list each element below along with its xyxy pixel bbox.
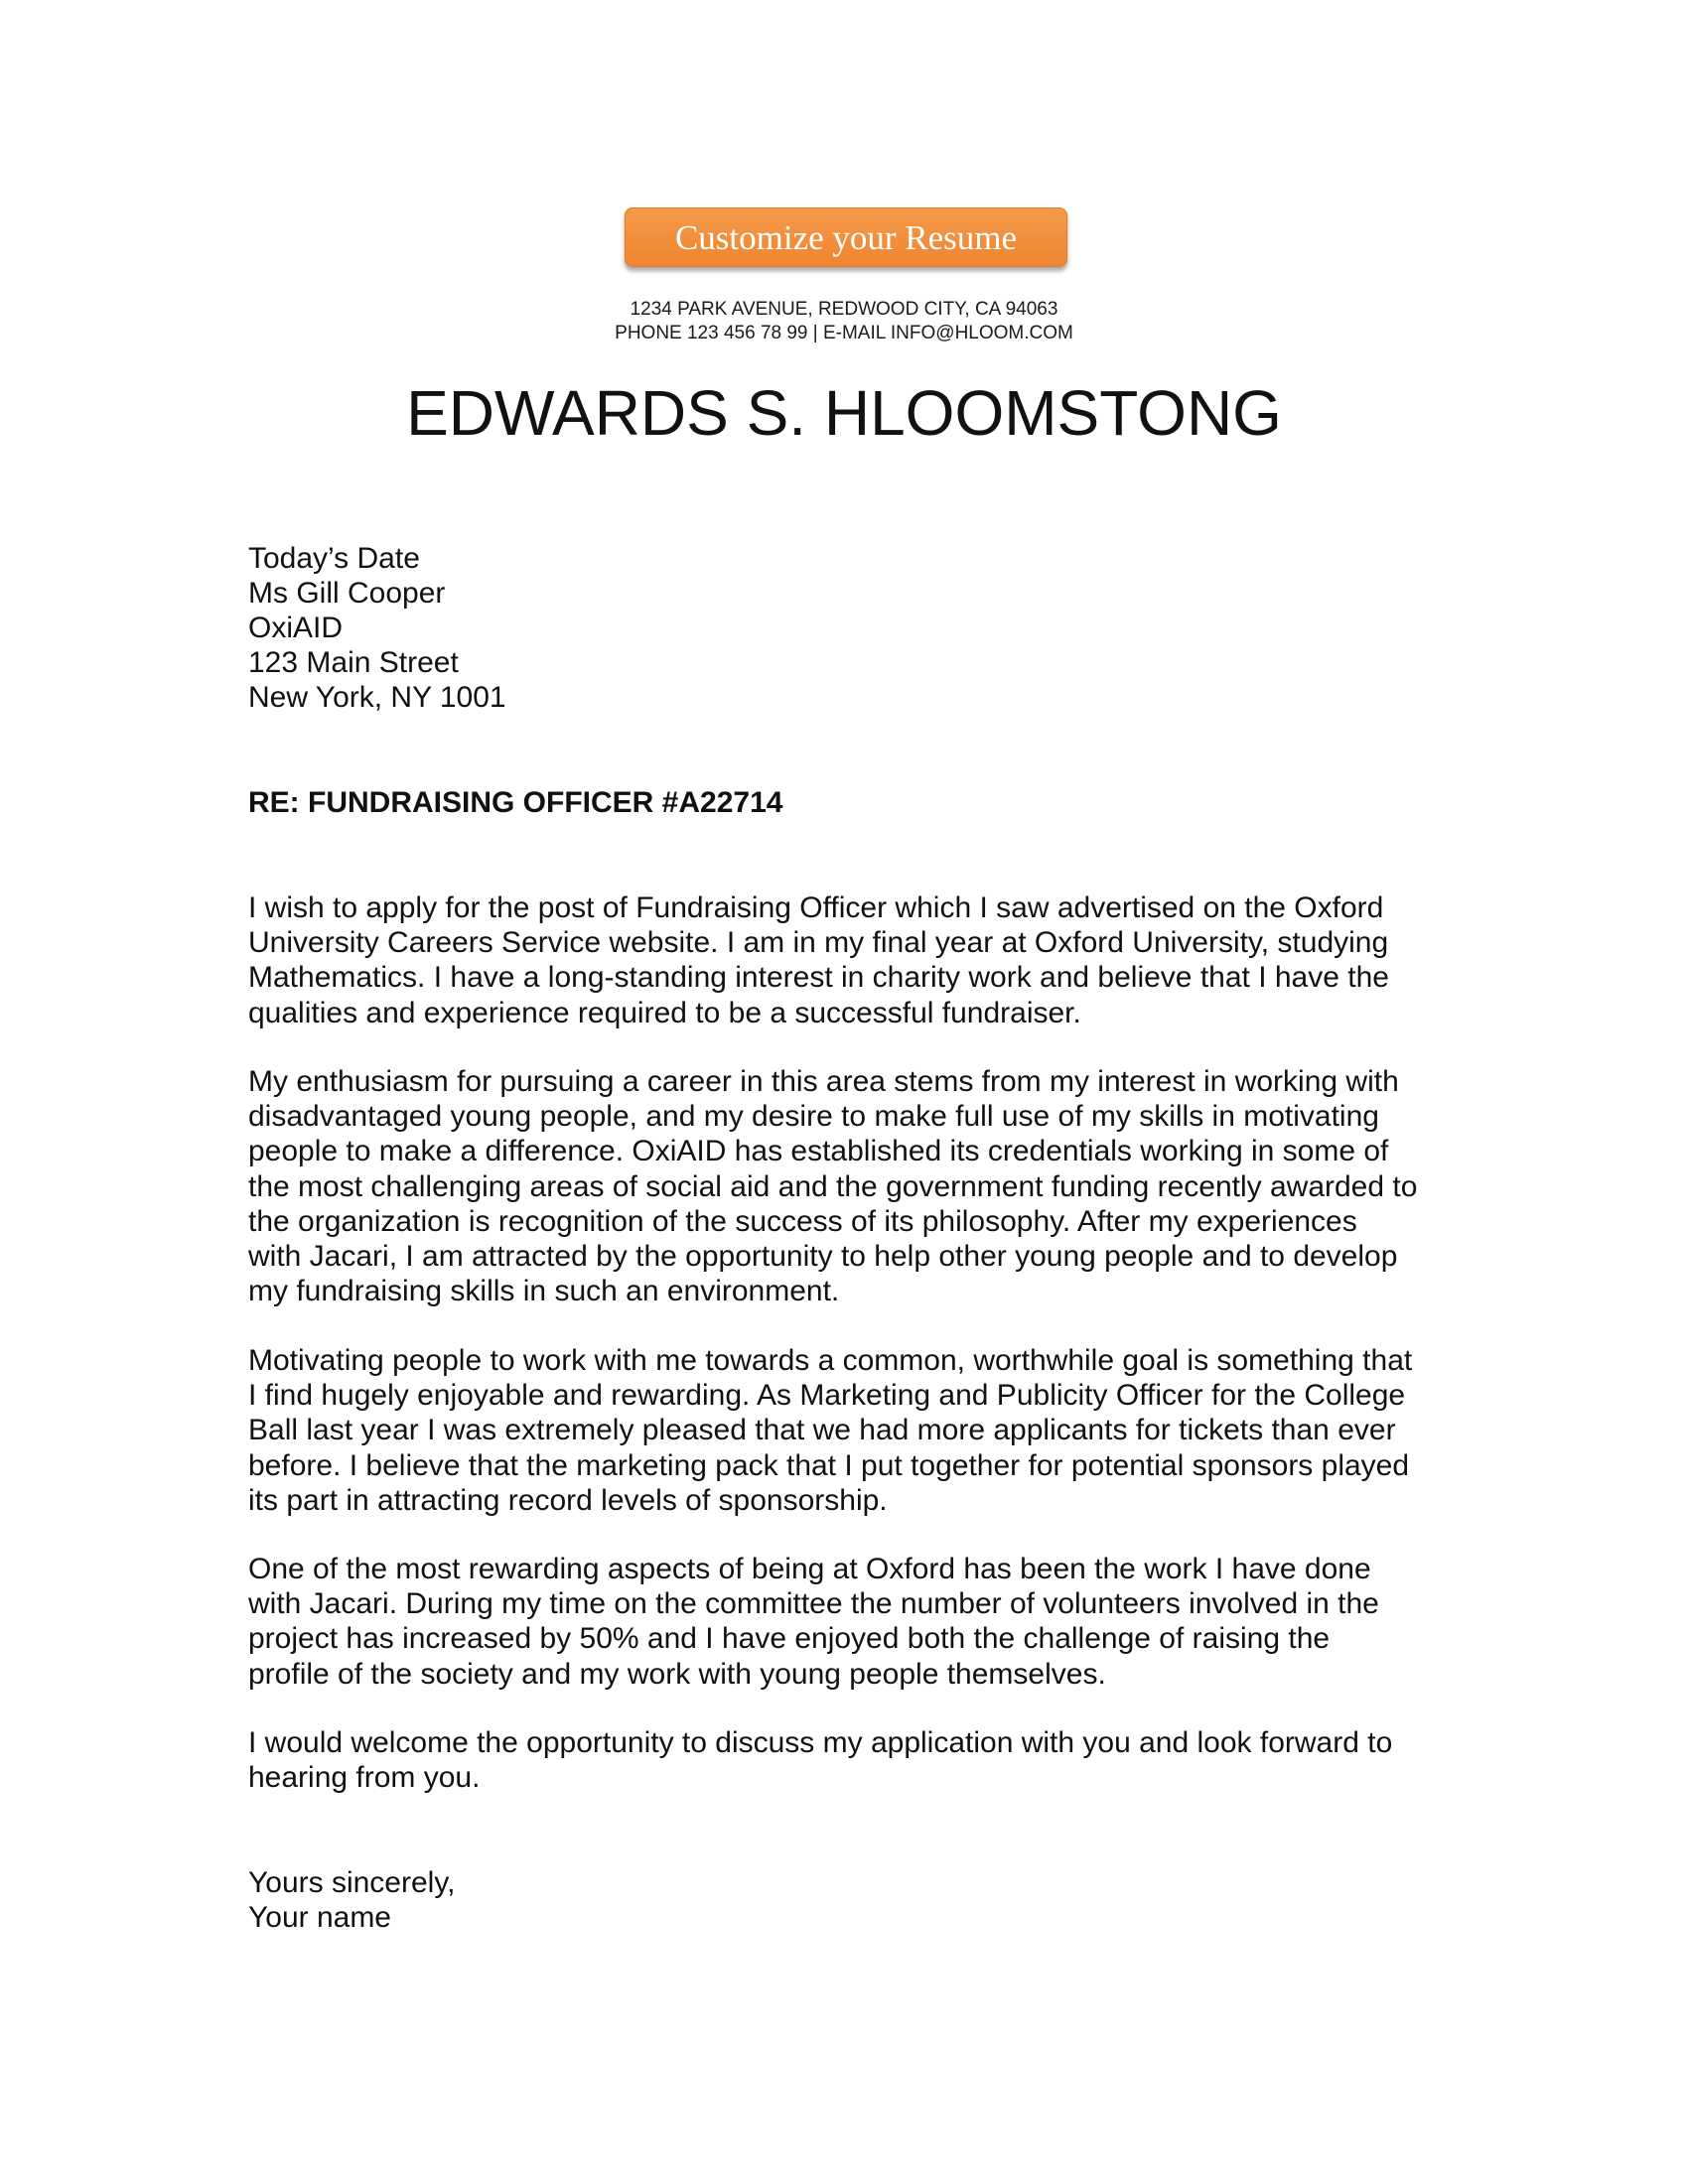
paragraph-line: profile of the society and my work with young people themselves. <box>248 1657 1106 1691</box>
paragraph-line: Motivating people to work with me towards a common, worthwhile goal is something that <box>248 1344 1413 1377</box>
paragraph-line: with Jacari, I am attracted by the opportunity to help other young people and to develop <box>248 1240 1398 1274</box>
body-paragraph <box>248 1552 1450 1692</box>
contact-phone-email: PHONE 123 456 78 99 | E-MAIL INFO@HLOOM.COM <box>615 323 1073 343</box>
paragraph-line: before. I believe that the marketing pack that I put together for potential sponsors played <box>248 1448 1410 1482</box>
paragraph-line: people to make a difference. OxiAID has established its credentials working in some of <box>248 1135 1389 1168</box>
recipient-company: OxiAID <box>248 612 344 644</box>
paragraph-line: My enthusiasm for pursuing a career in this area stems from my interest in working with <box>248 1065 1399 1098</box>
paragraph-line: the most challenging areas of social aid and the government funding recently awarded to <box>248 1169 1418 1203</box>
recipient-city: New York, NY 1001 <box>248 681 506 714</box>
paragraph-line: I wish to apply for the post of Fundraising Officer which I saw advertised on the Oxford <box>248 891 1384 924</box>
paragraph-line: with Jacari. During my time on the committee the number of volunteers involved in the <box>248 1587 1379 1621</box>
paragraph-line: the organization is recognition of the success of its philosophy. After my experiences <box>248 1204 1357 1238</box>
customize-resume-button[interactable]: Customize your Resume <box>625 207 1067 267</box>
paragraph-line: Mathematics. I have a long-standing interest in charity work and believe that I have the <box>248 961 1389 995</box>
recipient-street: 123 Main Street <box>248 646 459 679</box>
closing-salutation: Yours sincerely, <box>248 1866 456 1899</box>
paragraph-line: disadvantaged young people, and my desire to make full use of my skills in motivating <box>248 1100 1379 1134</box>
paragraph-line: I would welcome the opportunity to discuss my application with you and look forward to <box>248 1726 1393 1759</box>
paragraph-line: my fundraising skills in such an environment. <box>248 1275 840 1308</box>
paragraph-line: Ball last year I was extremely pleased that we had more applicants for tickets than ever <box>248 1414 1396 1447</box>
body-paragraph <box>248 1725 1450 1795</box>
applicant-name: EDWARDS S. HLOOMSTONG <box>406 377 1282 449</box>
closing-block <box>248 1865 455 1935</box>
paragraph-line: University Careers Service website. I am in my final year at Oxford University, studying <box>248 926 1389 960</box>
paragraph-line: I find hugely enjoyable and rewarding. As Marketing and Publicity Officer for the College <box>248 1379 1406 1413</box>
paragraph-line: its part in attracting record levels of sponsorship. <box>248 1483 888 1517</box>
contact-address: 1234 PARK AVENUE, REDWOOD CITY, CA 94063 <box>630 299 1058 320</box>
letter-subject: RE: FUNDRAISING OFFICER #A22714 <box>248 786 783 819</box>
body-paragraph <box>248 1064 1450 1308</box>
recipient-block <box>248 541 506 715</box>
recipient-name: Ms Gill Cooper <box>248 577 446 610</box>
letter-date: Today’s Date <box>248 542 420 575</box>
body-paragraph <box>248 1343 1450 1518</box>
paragraph-line: hearing from you. <box>248 1761 481 1795</box>
paragraph-line: One of the most rewarding aspects of being at Oxford has been the work I have done <box>248 1553 1371 1585</box>
body-paragraph <box>248 890 1450 1030</box>
closing-signature: Your name <box>248 1901 391 1934</box>
paragraph-line: qualities and experience required to be a successful fundraiser. <box>248 996 1081 1029</box>
paragraph-line: project has increased by 50% and I have enjoyed both the challenge of raising the <box>248 1622 1331 1656</box>
